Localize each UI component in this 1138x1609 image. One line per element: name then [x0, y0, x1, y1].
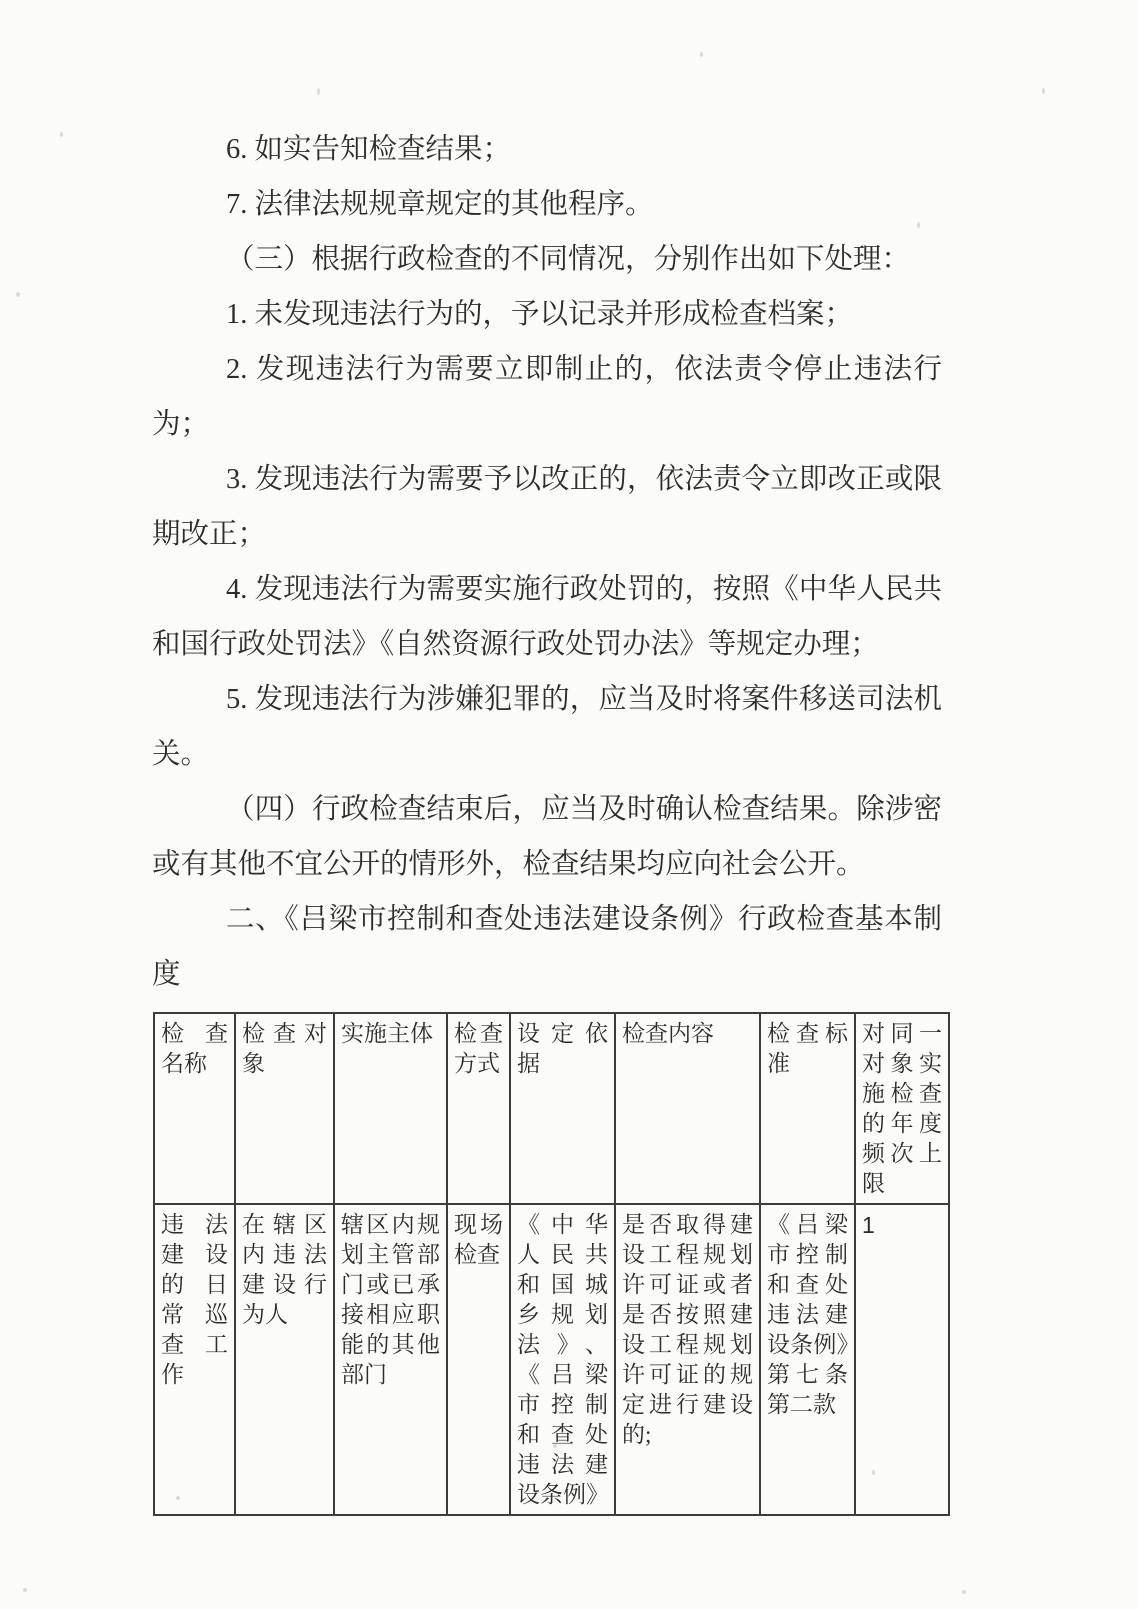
- paragraph-section-3: （三）根据行政检查的不同情况，分别作出如下处理：: [226, 244, 911, 275]
- paragraph-handling-1: 1. 未发现违法行为的，予以记录并形成检查档案；: [226, 299, 854, 330]
- inspection-system-table: [153, 1012, 950, 1516]
- cell-implementing-body: 辖区内规划主管部门或已承接相应职能的其他部门: [334, 1204, 447, 1515]
- paragraph-item-7: 7. 法律法规规章规定的其他程序。: [226, 189, 654, 220]
- paragraph-handling-3: 3. 发现违法行为需要予以改正的，依法责令立即改正或限期改正；: [152, 464, 942, 550]
- header-inspection-content: 检查内容: [615, 1013, 760, 1204]
- scan-speck: [60, 132, 63, 137]
- scan-speck: [917, 222, 920, 228]
- scan-speck: [872, 1470, 875, 1475]
- paragraph-handling-5: 5. 发现违法行为涉嫌犯罪的，应当及时将案件移送司法机关。: [152, 684, 942, 770]
- paragraph-item-6: 6. 如实告知检查结果；: [226, 134, 512, 165]
- scan-speck: [16, 292, 20, 297]
- scan-speck: [276, 646, 280, 650]
- header-implementing-body: 实施主体: [334, 1013, 447, 1204]
- scan-speck: [700, 52, 703, 57]
- paragraph-handling-2: 2. 发现违法行为需要立即制止的，依法责令停止违法行为；: [152, 354, 942, 440]
- header-setting-basis: 设定依据: [510, 1013, 615, 1204]
- scan-speck: [23, 1588, 27, 1592]
- paragraph-handling-4: 4. 发现违法行为需要实施行政处罚的，按照《中华人民共和国行政处罚法》《自然资源行政处罚办法》等规定办理；: [152, 574, 942, 660]
- scan-speck: [176, 1496, 180, 1500]
- cell-setting-basis: 《中华人民共和国城乡规划法》、《吕梁市控制和查处违法建设条例》: [510, 1204, 615, 1515]
- table-row: [154, 1204, 949, 1515]
- scan-speck: [1042, 88, 1045, 94]
- cell-inspection-target: 在辖区内违法建设行为人: [235, 1204, 334, 1515]
- paragraph-section-4: （四）行政检查结束后，应当及时确认检查结果。除涉密或有其他不宜公开的情形外，检查结果均应向社会公开。: [152, 794, 942, 880]
- cell-annual-frequency-limit: 1: [855, 1204, 949, 1515]
- header-inspection-method: 检查方式: [447, 1013, 510, 1204]
- header-inspection-standard: 检查标准: [760, 1013, 855, 1204]
- section-two-heading: 二、《吕梁市控制和查处违法建设条例》行政检查基本制度: [152, 904, 942, 990]
- header-annual-frequency-limit: 对同一对象实施检查的年度频次上限: [855, 1013, 949, 1204]
- scan-speck: [553, 1444, 557, 1448]
- cell-inspection-standard: 《吕梁市控制和查处违法建设条例》第七条第二款: [760, 1204, 855, 1515]
- header-inspection-target: 检查对象: [235, 1013, 334, 1204]
- cell-inspection-method: 现场检查: [447, 1204, 510, 1515]
- header-inspection-name: 检查名称: [154, 1013, 235, 1204]
- scan-speck: [962, 1590, 966, 1594]
- body-text: [152, 122, 942, 1002]
- scan-speck: [317, 88, 320, 95]
- cell-inspection-content: 是否取得建设工程规划许可证或者是否按照建设工程规划许可证的规定进行建设的;: [615, 1204, 760, 1515]
- table-header-row: [154, 1013, 949, 1204]
- cell-inspection-name: 违法建设的日常巡查工作: [154, 1204, 235, 1515]
